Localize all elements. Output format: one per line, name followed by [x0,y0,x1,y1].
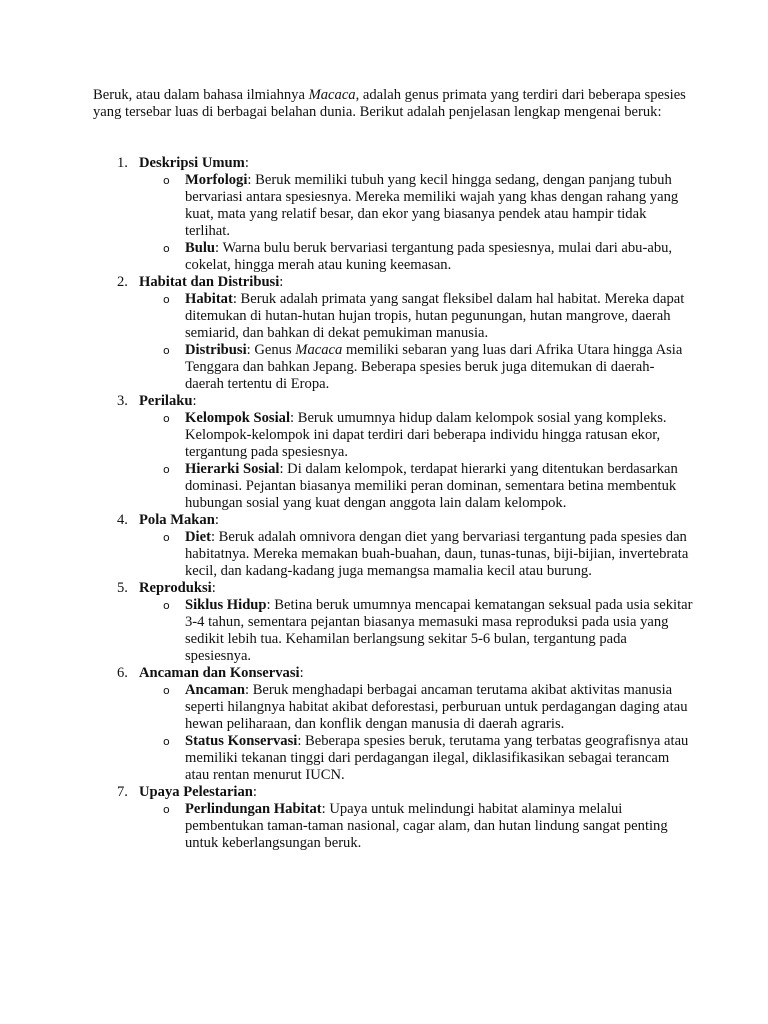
sub-term: Morfologi [185,172,248,188]
sub-term: Bulu [185,240,216,256]
sub-list [139,410,693,512]
sub-item [139,410,693,461]
section-number: 4. [117,512,128,528]
section-title: Pola Makan [139,512,215,528]
intro-genus-italic: Macaca [308,87,356,103]
intro-text-before: Beruk, atau dalam bahasa ilmiahnya [93,87,309,103]
hollow-bullet-icon: o [163,242,170,255]
sub-term: Hierarki Sosial [185,461,280,477]
sub-text: : Warna bulu beruk bervariasi tergantung pada spesiesnya, mulai dari abu-abu, cokelat, hingga merah atau kuning keemasan. [185,240,673,273]
sub-item [139,682,693,733]
sub-list [139,172,693,274]
sub-list [139,597,693,665]
section-number: 2. [117,274,128,290]
sub-text: : Beruk adalah omnivora dengan diet yang bervariasi tergantung pada spesies dan habitatnya. Mereka memakan buah-buahan, daun, tunas-tunas, biji-bijian, invertebrata kecil, dan kadang-kadang juga memangsa mamalia kecil atau burung. [185,529,689,579]
sub-term: Distribusi [185,342,247,358]
hollow-bullet-icon: o [163,599,170,612]
section-item: 5. Reproduksi: o Siklus Hidup: Betina beruk umumnya mencapai kematangan seksual pada usia sekitar 3-4 tahun, sementara pejantan biasanya memasuki masa reproduksi pada usia yang sedikit lebih tua. Kehamilan berlangsung sekitar 5-6 bulan, tergantung pada spesiesnya. [117,580,693,664]
sub-list [139,291,693,393]
hollow-bullet-icon: o [163,684,170,697]
sub-list [139,682,693,784]
sub-text: : Di dalam kelompok, terdapat hierarki yang ditentukan berdasarkan dominasi. Pejantan biasanya memiliki peran dominan, sementara betina membentuk hubungan sosial yang kuat dengan anggota lain dalam kelompok. [185,461,678,511]
sub-term: Kelompok Sosial [185,410,291,426]
section-number: 5. [117,580,128,596]
hollow-bullet-icon: o [163,412,170,425]
sub-term: Status Konservasi [185,733,298,749]
hollow-bullet-icon: o [163,531,170,544]
section-item: 7. Upaya Pelestarian: o Perlindungan Habitat: Upaya untuk melindungi habitat alaminya melalui pembentukan taman-taman nasional, cagar alam, dan hutan lindung sangat penting untuk keberlangsungan beruk. [93,784,693,852]
hollow-bullet-icon: o [163,293,170,306]
hollow-bullet-icon: o [163,174,170,187]
section-number: 3. [117,393,128,409]
hollow-bullet-icon: o [163,803,170,816]
hollow-bullet-icon: o [163,463,170,476]
section-title: Upaya Pelestarian [139,784,253,800]
sub-text: : Beruk menghadapi berbagai ancaman terutama akibat aktivitas manusia seperti hilangnya habitat akibat deforestasi, perburuan untuk perdagangan daging atau hewan peliharaan, dan konflik dengan manusia di daerah agraris. [185,682,688,732]
sub-text: : Beberapa spesies beruk, terutama yang terbatas geografisnya atau memiliki tekanan tinggi dari perdagangan ilegal, diklasifikasikan sebagai terancam atau rentan menurut IUCN. [185,733,689,783]
section-list [93,155,693,852]
section-item: 6. Ancaman dan Konservasi: o Ancaman: Beruk menghadapi berbagai ancaman terutama akibat aktivitas manusia seperti hilangnya habitat akibat deforestasi, perburuan untuk perdagangan daging atau hewan peliharaan, dan konflik dengan manusia di daerah agraris. o Status Konservasi: Beberapa spesies beruk, terutama yang terbatas geografisnya atau memiliki tekanan tinggi dari perdagangan ilegal, diklasifikasikan sebagai terancam atau rentan menurut IUCN. [93,665,693,784]
sub-text: : Upaya untuk melindungi habitat alaminya melalui pembentukan taman-taman nasional, cagar alam, dan hutan lindung sangat penting untuk keberlangsungan beruk. [185,801,668,851]
section-title: Deskripsi Umum [139,155,245,171]
sub-item [139,240,693,274]
sub-text-pre: : Genus [246,342,296,358]
section-number: 1. [117,155,128,171]
sub-genus-italic: Macaca [295,342,343,358]
section-title: Habitat dan Distribusi [139,274,280,290]
sub-item [139,801,693,852]
sub-term: Perlindungan Habitat [185,801,322,817]
section-title: Perilaku [139,393,193,409]
sub-term: Ancaman [185,682,245,698]
sub-text: : Betina beruk umumnya mencapai kematangan seksual pada usia sekitar 3-4 tahun, sementara pejantan biasanya memasuki masa reproduksi pada usia yang sedikit lebih tua. Kehamilan berlangsung sekitar 5-6 bulan, tergantung pada spesiesnya. [185,597,693,664]
sub-item [139,461,693,512]
section-title: Reproduksi [139,580,212,596]
section-number: 6. [117,665,128,681]
section-item: 1. Deskripsi Umum: o Morfologi: Beruk memiliki tubuh yang kecil hingga sedang, dengan panjang tubuh bervariasi antara spesiesnya. Mereka memiliki wajah yang khas dengan rahang yang kuat, mata yang relatif besar, dan ekor yang biasanya pendek atau hampir tidak terlihat. o Bulu: Warna bulu beruk bervariasi tergantung pada spesiesnya, mulai dari abu-abu, cokelat, hingga merah atau kuning keemasan. [93,155,693,274]
section-title: Ancaman dan Konservasi [139,665,300,681]
section-item: 4. Pola Makan: o Diet: Beruk adalah omnivora dengan diet yang bervariasi tergantung pada spesies dan habitatnya. Mereka memakan buah-buahan, daun, tunas-tunas, biji-bijian, invertebrata kecil, dan kadang-kadang juga memangsa mamalia kecil atau burung. [93,512,693,580]
section-item: 3. Perilaku: o Kelompok Sosial: Beruk umumnya hidup dalam kelompok sosial yang kompleks. Kelompok-kelompok ini dapat terdiri dari beberapa individu hingga ratusan ekor, tergantung pada spesiesnya. o Hierarki Sosial: Di dalam kelompok, terdapat hierarki yang ditentukan berdasarkan dominasi. Pejantan biasanya memiliki peran dominan, sementara betina membentuk hubungan sosial yang kuat dengan anggota lain dalam kelompok. [93,393,693,512]
sub-text: : Beruk umumnya hidup dalam kelompok sosial yang kompleks. Kelompok-kelompok ini dapat terdiri dari beberapa individu hingga ratusan ekor, tergantung pada spesiesnya. [185,410,667,460]
sub-list [139,529,693,580]
sub-item [139,342,693,393]
sub-text: memiliki sebaran yang luas dari Afrika Utara hingga Asia Tenggara dan bahkan Jepang. Beberapa spesies beruk juga ditemukan di daerah-daerah tertentu di Eropa. [185,342,683,392]
section-item: 2. Habitat dan Distribusi: o Habitat: Beruk adalah primata yang sangat fleksibel dalam hal habitat. Mereka dapat ditemukan di hutan-hutan hujan tropis, hutan pegunungan, hutan mangrove, daerah semiarid, dan bahkan di dekat pemukiman manusia. o Distribusi: Genus Macaca memiliki sebaran yang luas dari Afrika Utara hingga Asia Tenggara dan bahkan Jepang. Beberapa spesies beruk juga ditemukan di daerah-daerah tertentu di Eropa. [93,274,693,393]
sub-text: : Beruk adalah primata yang sangat fleksibel dalam hal habitat. Mereka dapat ditemukan di hutan-hutan hujan tropis, hutan pegunungan, hutan mangrove, daerah semiarid, dan bahkan di dekat pemukiman manusia. [185,291,685,341]
sub-term: Diet [185,529,211,545]
sub-item [139,733,693,784]
hollow-bullet-icon: o [163,344,170,357]
section-number: 7. [117,784,128,800]
sub-text: : Beruk memiliki tubuh yang kecil hingga sedang, dengan panjang tubuh bervariasi antara spesiesnya. Mereka memiliki wajah yang khas dengan rahang yang kuat, mata yang relatif besar, dan ekor yang biasanya pendek atau hampir tidak terlihat. [185,172,679,239]
sub-item [139,597,693,665]
intro-paragraph [93,87,693,121]
sub-item [139,529,693,580]
hollow-bullet-icon: o [163,735,170,748]
sub-item [139,291,693,342]
sub-list [139,801,693,852]
sub-term: Habitat [185,291,233,307]
sub-item [139,172,693,240]
sub-term: Siklus Hidup [185,597,267,613]
intro-text-after: , adalah genus primata yang terdiri dari beberapa spesies yang tersebar luas di berbagai belahan dunia. Berikut adalah penjelasan lengkap mengenai beruk: [93,87,686,120]
